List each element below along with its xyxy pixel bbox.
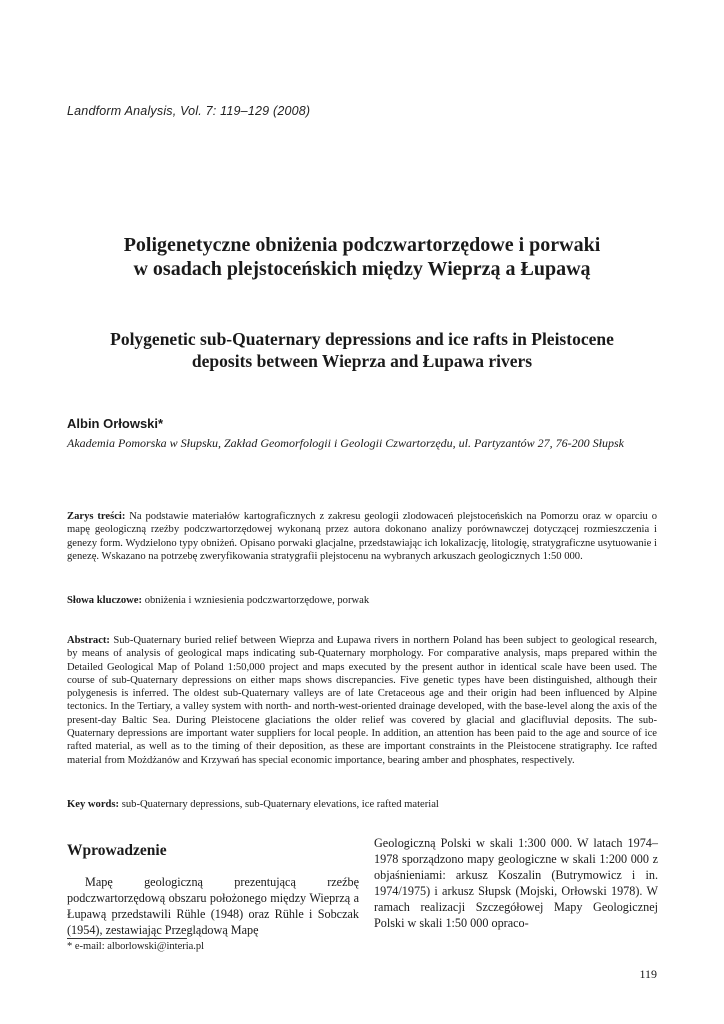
section-heading: Wprowadzenie [67,842,167,859]
key-words [67,798,657,811]
column-right [374,835,658,931]
intro-text-right: Geologiczną Polski w skali 1:300 000. W latach 1974–1978 sporządzono mapy geologiczne w skali 1:200 000 z objaśnieniami: arkusz Koszalin (Butrymowicz i in. 1974/1975) i arkusz Słupsk (Mojski, Orłowski 1978). W ramach realizacji Szczegółowej Mapy Geologicznej Polski w skali 1:50 000 opraco- [374,836,658,930]
footnote-rule [67,938,187,939]
title-polish [60,233,664,281]
zarys-tresci [67,510,657,563]
zarys-label: Zarys treści: [67,511,126,522]
journal-citation: Landform Analysis, Vol. 7: 119–129 (2008) [67,104,311,118]
slowa-text: obniżenia i wzniesienia podczwartorzędowe, porwak [144,595,370,606]
author-name: Albin Orłowski* [67,416,164,431]
title-english [60,328,664,372]
abstract-label: Abstract: [67,635,110,646]
page-number: 119 [639,967,657,981]
zarys-text: Na podstawie materiałów kartograficznych z zakresu geologii zlodowaceń plejstoceńskich na Pomorzu oraz w oparciu o mapę geologiczną rzeźby podczwartorzędowej wykonaną przez autora dokonano analizy porównawczej dotyczącej rozmieszczenia i genezy form. Wydzielono typy obniżeń. Opisano porwaki glacjalne, przedstawiając ich lokalizację, litologię, stratygraficzne usytuowanie i genezę. Wskazano na potrzebę zweryfikowania stratygrafii plejstocenu na wybranych arkuszach geologicznych 1:50 000. [67,511,657,562]
slowa-kluczowe [67,594,657,607]
keywords-label: Key words: [67,799,120,810]
keywords-text: sub-Quaternary depressions, sub-Quaternary elevations, ice rafted material [121,799,439,810]
column-left [67,842,359,938]
title-english-line-2: deposits between Wieprza and Łupawa rivers [191,351,533,371]
abstract-text: Sub-Quaternary buried relief between Wieprza and Łupawa rivers in northern Poland has been subject to geological research, by means of analysis of geological maps indicating sub-Quaternary morphology. For comparative analysis, maps prepared within the Detailed Geological Map of Poland 1:50,000 project and maps executed by the present author in identical scale have been used. The course of sub-Quaternary depressions on either maps shows discrepancies. Five genetic types have been distinguished, although their polygenesis is inferred. The oldest sub-Quaternary valleys are of late Cretaceous age and their origin had been influenced by Alpine tectonics. In the Tertiary, a valley system with north- and north-west-oriented drainage developed, with the base-level along the axis of the present-day Baltic Sea. During Pleistocene glaciations the older relief was covered by glacial and glacifluvial deposits. The sub-Quaternary depressions are important water suppliers for local people. In addition, an attention has been paid to the age and source of ice rafted material, as well as to the timing of their deposition, as these are important constraints in the Pleistocene stratigraphy. Ice rafted material from Możdżanów and Krzywań has special economic importance, bearing amber and phosphates, respectively. [67,635,657,766]
slowa-label: Słowa kluczowe: [67,595,143,606]
abstract [67,634,657,767]
title-polish-line-2: w osadach plejstoceńskich między Wieprzą a Łupawą [133,258,591,280]
author-affiliation: Akademia Pomorska w Słupsku, Zakład Geomorfologii i Geologii Czwartorzędu, ul. Partyzantów 27, 76-200 Słupsk [67,436,624,450]
footnote: * e-mail: alborlowski@interia.pl [67,941,205,952]
intro-text-left: Mapę geologiczną prezentującą rzeźbę podczwartorzędową obszaru położonego między Wieprzą a Łupawą przedstawili Rühle (1948) oraz Rühle i Sobczak (1954), zestawiając Przeglądową Mapę [67,875,359,937]
title-english-line-1: Polygenetic sub-Quaternary depressions and ice rafts in Pleistocene [110,329,614,349]
title-polish-line-1: Poligenetyczne obniżenia podczwartorzędowe i porwaki [123,234,601,256]
